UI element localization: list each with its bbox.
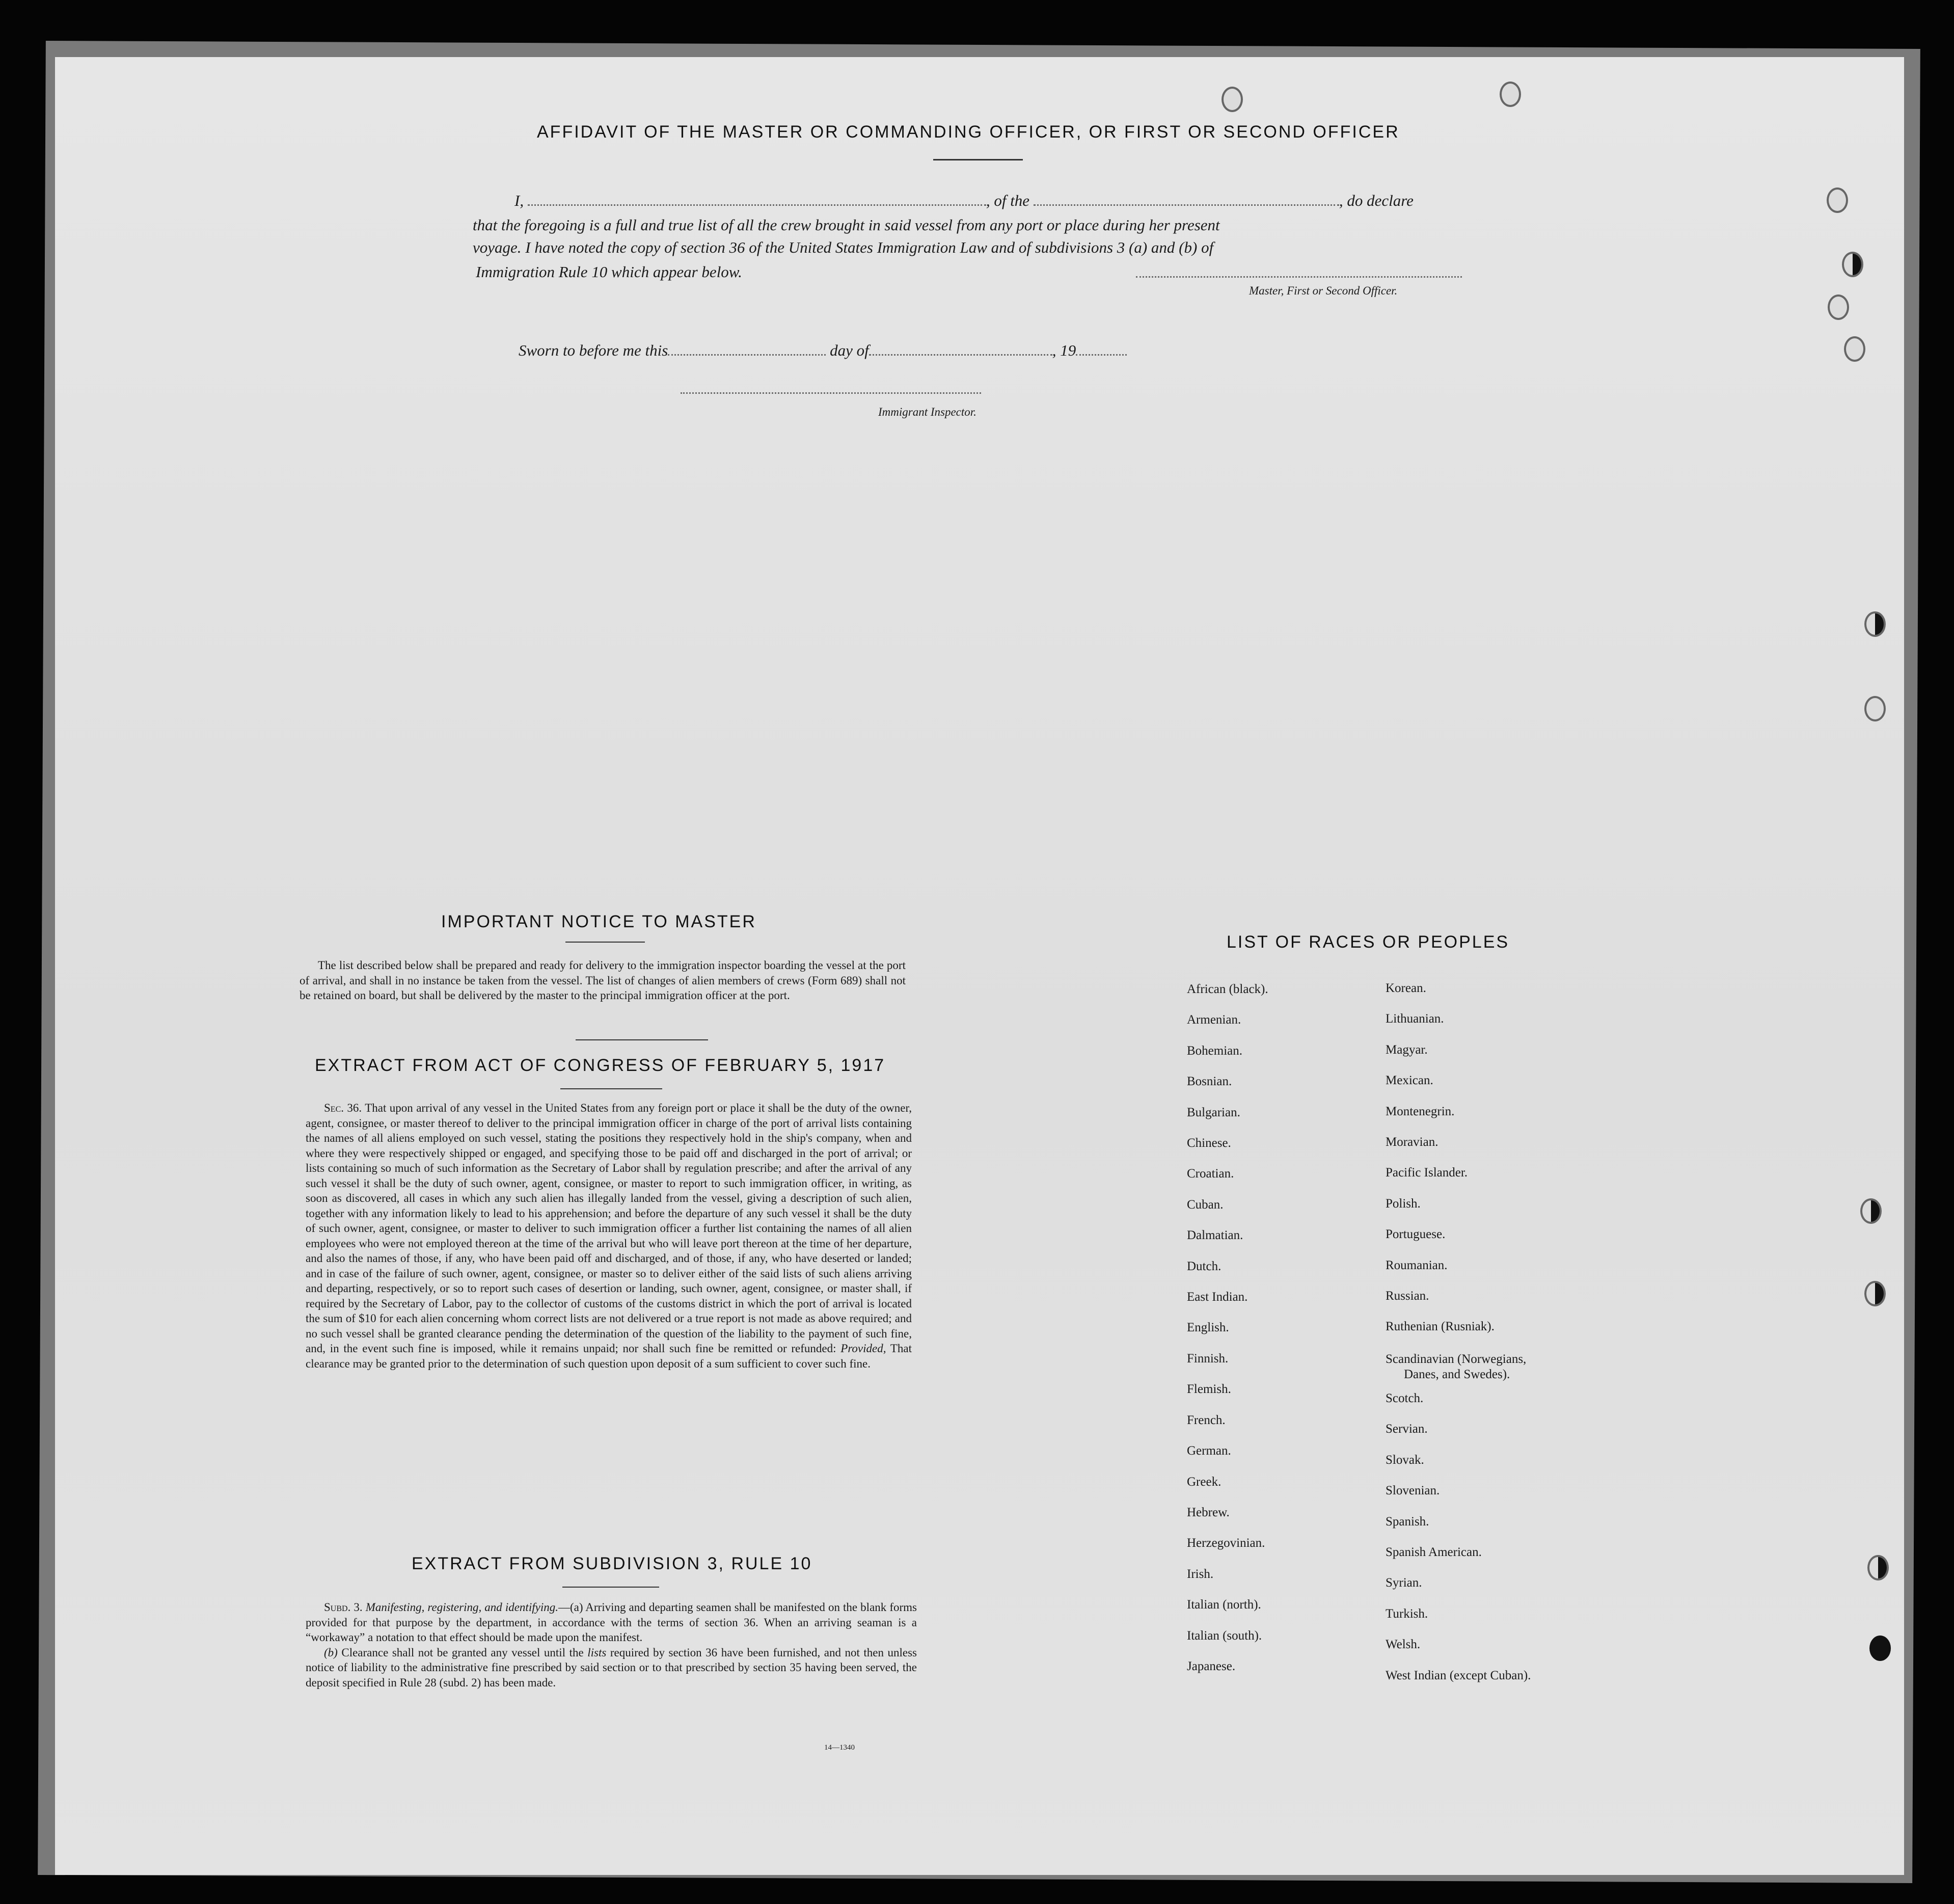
section-rule [576, 1039, 708, 1040]
sec-label: Sec. 36. [324, 1102, 362, 1114]
race-item: Lithuanian. [1386, 1012, 1444, 1026]
race-item: Pacific Islander. [1386, 1166, 1468, 1180]
race-item: Moravian. [1386, 1135, 1439, 1149]
races-title: LIST OF RACES OR PEOPLES [1227, 932, 1510, 952]
sworn-line [519, 341, 1127, 360]
race-item: Cuban. [1187, 1197, 1224, 1212]
day-of-text: day of [830, 341, 869, 359]
race-item: Scandinavian (Norwegians, [1386, 1352, 1527, 1366]
punch-hole-icon [1827, 187, 1848, 213]
notice-title: IMPORTANT NOTICE TO MASTER [441, 912, 756, 931]
race-item: Polish. [1386, 1196, 1421, 1211]
affidavit-line-1 [514, 192, 1414, 210]
race-item: Slovak. [1386, 1453, 1424, 1467]
race-item: Russian. [1386, 1289, 1429, 1303]
punch-hole-icon [1864, 1281, 1886, 1306]
race-item: Bohemian. [1187, 1043, 1243, 1058]
subd-b-text-2: required by section 36 have been furnished, and not then unless notice of liability to the administrative fine prescribed by said section or to that prescribed by section 35 having been served, the deposit specified in Rule 28 (subd. 2) has been made. [306, 1646, 917, 1689]
race-item: Greek. [1187, 1474, 1222, 1489]
race-item: Welsh. [1386, 1638, 1421, 1652]
act-extract-text [306, 1101, 912, 1371]
race-item: Croatian. [1187, 1167, 1234, 1181]
sworn-day-field[interactable] [668, 354, 826, 356]
punch-hole-icon [1867, 1555, 1889, 1580]
vessel-name-field[interactable] [1034, 204, 1339, 206]
race-item: Dalmatian. [1187, 1228, 1243, 1243]
affidavit-line-4: Immigration Rule 10 which appear below. [476, 263, 742, 281]
race-item: Spanish American. [1386, 1545, 1482, 1559]
race-item: Hebrew. [1187, 1505, 1230, 1519]
race-item: Scotch. [1386, 1391, 1424, 1405]
race-item: Slovenian. [1386, 1484, 1440, 1498]
subd-heading: Manifesting, registering, and identifying. [365, 1601, 558, 1614]
race-item: Montenegrin. [1386, 1104, 1455, 1118]
act-extract-title: EXTRACT FROM ACT OF CONGRESS OF FEBRUARY 5, 1917 [315, 1056, 886, 1075]
race-item: Ruthenian (Rusniak). [1386, 1320, 1495, 1334]
race-item: Finnish. [1187, 1351, 1229, 1365]
provided-label: Provided, [840, 1342, 886, 1355]
race-item: African (black). [1187, 982, 1268, 996]
rule-rule [562, 1587, 659, 1588]
rule-extract-text [306, 1600, 917, 1690]
notice-rule [565, 942, 645, 943]
race-item: French. [1187, 1413, 1226, 1427]
punch-hole-icon [1864, 611, 1886, 637]
race-item: Armenian. [1187, 1013, 1241, 1027]
officer-name-field[interactable] [528, 204, 986, 206]
race-item: Korean. [1386, 981, 1426, 995]
inspector-signature-line[interactable] [681, 392, 981, 394]
race-item: Danes, and Swedes). [1404, 1367, 1510, 1381]
subd-b-label: (b) [324, 1646, 338, 1659]
races-left-column [1187, 974, 1268, 1682]
section-36-paragraph [306, 1101, 912, 1371]
race-item: Servian. [1386, 1422, 1428, 1436]
sec-text-tail: That clearance may be granted prior to the determination of such question upon deposit of a sum sufficient to cover such fine. [306, 1342, 912, 1370]
subd-b-lists: lists [587, 1646, 607, 1659]
affidavit-i: I, [514, 192, 524, 209]
act-rule [560, 1088, 662, 1089]
race-item: Spanish. [1386, 1514, 1429, 1528]
race-item: Dutch. [1187, 1259, 1222, 1273]
signature-line[interactable] [1136, 276, 1462, 278]
affidavit-line-2: that the foregoing is a full and true list of all the crew brought in said vessel from any port or place during her present [473, 216, 1220, 234]
punch-hole-icon [1860, 1198, 1882, 1224]
punch-hole-icon [1864, 696, 1886, 721]
inspector-label: Immigrant Inspector. [878, 406, 976, 418]
race-item: Italian (south). [1187, 1628, 1262, 1643]
punch-hole-icon [1869, 1635, 1891, 1661]
notice-paragraph: The list described below shall be prepared and ready for delivery to the immigration inspector boarding the vessel at the port of arrival, and shall in no instance be taken from the vessel. The list of changes of alien members of crews (Form 689) shall not be retained on board, but shall be delivered by the master to the principal immigration officer at the port. [300, 959, 906, 1002]
notice-text [300, 958, 906, 1003]
race-item: East Indian. [1187, 1290, 1248, 1304]
race-item: Magyar. [1386, 1042, 1428, 1057]
race-item: Herzegovinian. [1187, 1536, 1265, 1550]
sworn-year-field[interactable] [1076, 354, 1127, 356]
race-item: Roumanian. [1386, 1258, 1448, 1272]
punch-hole-icon [1222, 87, 1243, 112]
race-item: Japanese. [1187, 1659, 1236, 1673]
race-item: Irish. [1187, 1567, 1214, 1581]
sec-text-main: That upon arrival of any vessel in the United States from any foreign port or place it shall be the duty of the owner, agent, consignee, or master thereof to deliver to the principal immigration officer in charge of the port of arrival lists containing the names of all aliens employed on such vessel, stating the positions they respectively hold in the ship's company, when and where they were respectively shipped or engaged, and specifying those to be paid off and discharged in the port of arrival; or lists containing so much of such information as the Secretary of Labor shall by regulation prescribe; and after the arrival of any such vessel it shall be the duty of such owner, agent, consignee, or master to report to such immigration officer, in writing, as soon as discovered, all cases in which any such alien has illegally landed from the vessel, giving a description of such alien, together with any information likely to lead to his apprehension; and before the departure of any such vessel it shall be the duty of such owner, agent, consignee, or master to deliver to such immigration officer a further list containing the names of all alien employees who were not employed thereon at the time of the arrival but who will leave port thereon at the time of her departure, and also the names of those, if any, who have been paid off and discharged, and of those, if any, who have deserted or landed; and in case of the failure of such owner, agent, consignee, or master so to deliver either of the said lists of such aliens arriving and departing, respectively, or so to report such cases of desertion or landing, such owner, agent, consignee, or master shall, if required by the Secretary of Labor, pay to the collector of customs of the customs district in which the port of arrival is located the sum of $10 for each alien concerning whom correct lists are not delivered or a true report is not made as above required; and no such vessel shall be granted clearance pending the determination of the question of the liability to the payment of such fine, and, in the event such fine is imposed, while it remains unpaid; nor shall such fine be remitted or refunded: [306, 1102, 912, 1355]
punch-hole-icon [1828, 294, 1849, 320]
race-item: Chinese. [1187, 1136, 1231, 1150]
affidavit-of-the: , of the [986, 192, 1030, 209]
race-item: Mexican. [1386, 1074, 1433, 1088]
subd-label: Subd. 3. [324, 1601, 363, 1614]
race-item: Italian (north). [1187, 1598, 1261, 1612]
race-item: Syrian. [1386, 1576, 1422, 1590]
sworn-text: Sworn to before me this [519, 341, 668, 359]
race-item: West Indian (except Cuban). [1386, 1668, 1531, 1682]
subd-a-paragraph [306, 1600, 917, 1645]
race-item: Portuguese. [1386, 1227, 1446, 1242]
form-number: 14—1340 [824, 1744, 855, 1752]
race-item: German. [1187, 1444, 1231, 1458]
signature-label: Master, First or Second Officer. [1249, 284, 1398, 297]
race-item: Flemish. [1187, 1382, 1231, 1397]
year-prefix: , 19 [1052, 341, 1076, 359]
title-rule [933, 159, 1023, 160]
punch-hole-icon [1844, 336, 1865, 362]
races-right-column [1386, 973, 1531, 1691]
subd-a-text: —(a) Arriving and departing seamen shall be manifested on the blank forms provided for that purpose by the department, in accordance with the terms of section 36. When an arriving seaman is a “workaway” a notation to that effect should be made upon the manifest. [306, 1601, 917, 1644]
race-item: English. [1187, 1321, 1229, 1335]
race-item: Bosnian. [1187, 1075, 1232, 1089]
sworn-month-field[interactable] [869, 354, 1052, 356]
punch-hole-icon [1842, 252, 1863, 277]
punch-hole-icon [1500, 82, 1521, 107]
subd-b-text-1: Clearance shall not be granted any vessel until the [341, 1646, 584, 1659]
race-item: Turkish. [1386, 1606, 1428, 1621]
affidavit-title: AFFIDAVIT OF THE MASTER OR COMMANDING OFFICER, OR FIRST OR SECOND OFFICER [537, 122, 1400, 142]
affidavit-declare: , do declare [1339, 192, 1414, 209]
race-item: Bulgarian. [1187, 1105, 1240, 1119]
affidavit-line-3: voyage. I have noted the copy of section 36 of the United States Immigration Law and of subdivisions 3 (a) and (b) of [473, 238, 1214, 256]
subd-b-paragraph [306, 1645, 917, 1691]
rule-extract-title: EXTRACT FROM SUBDIVISION 3, RULE 10 [412, 1554, 812, 1573]
